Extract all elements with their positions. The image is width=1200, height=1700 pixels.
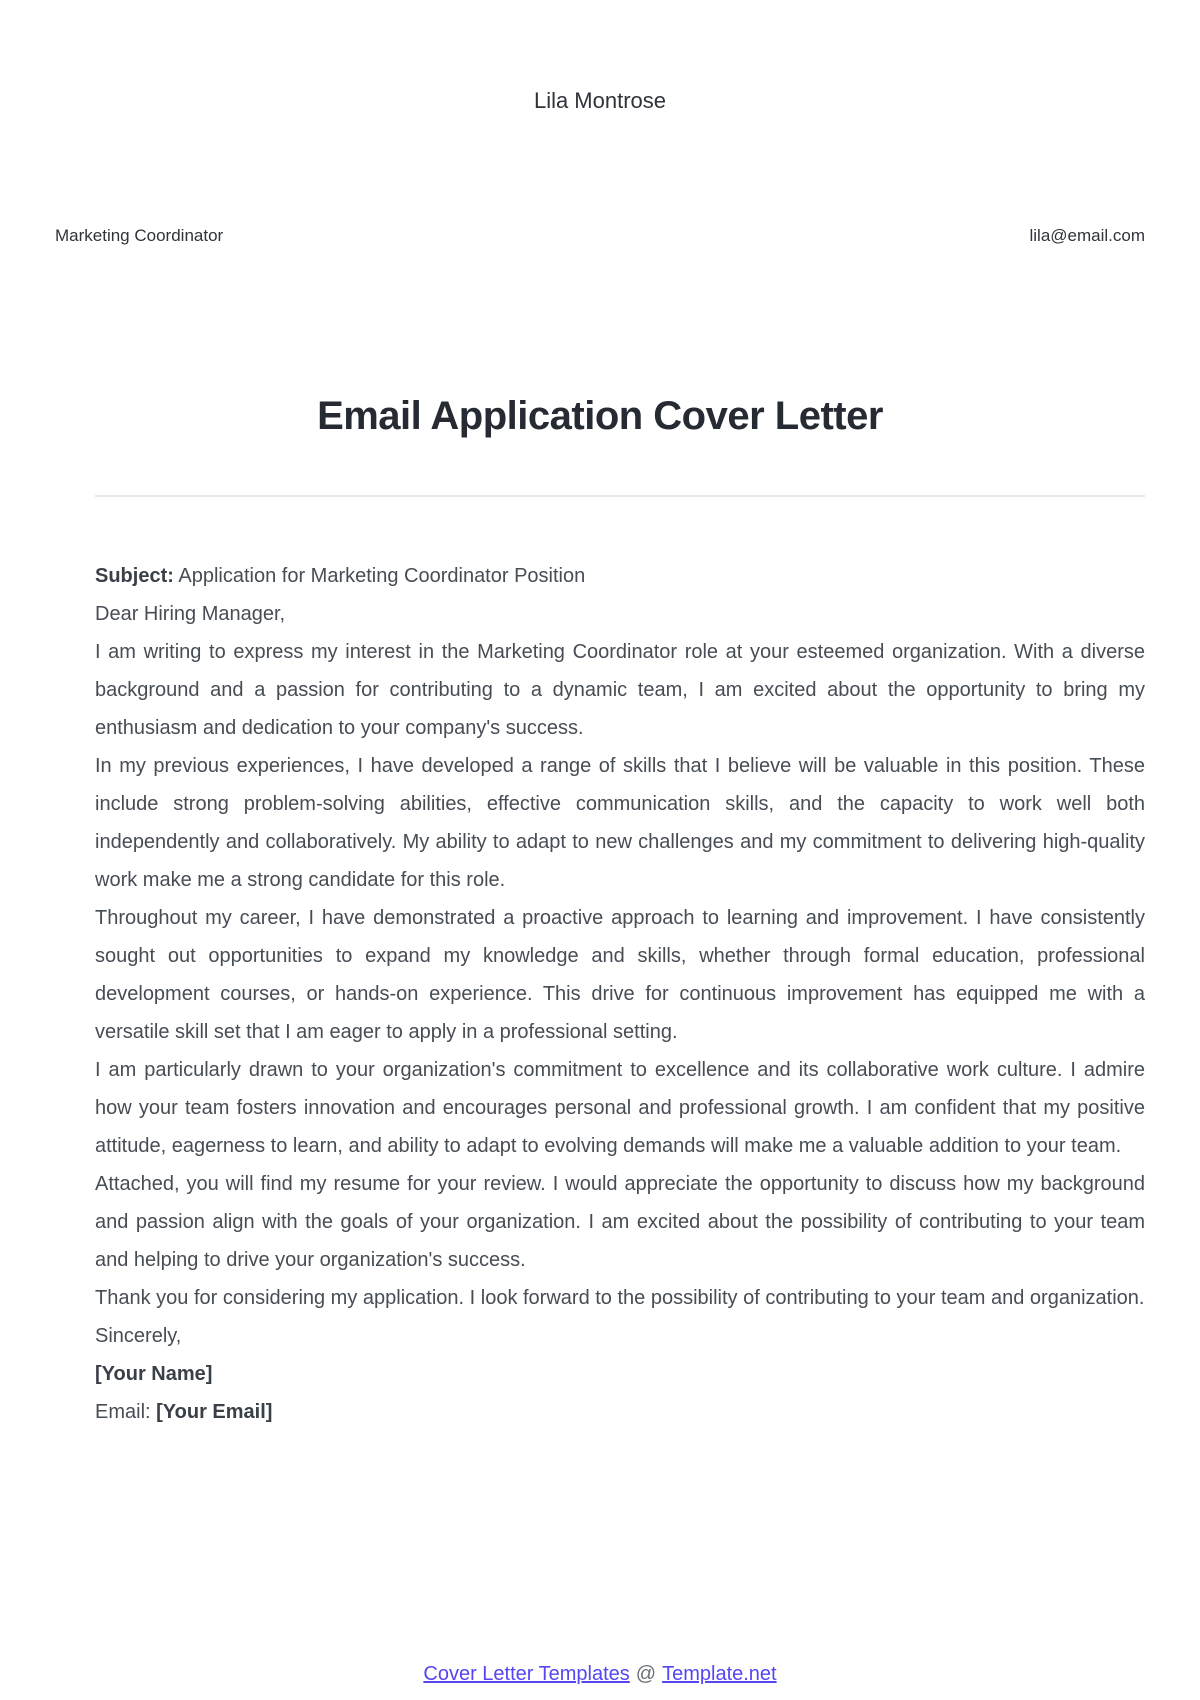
template-net-link[interactable]: Template.net (662, 1663, 777, 1685)
sender-email: lila@email.com (1029, 226, 1145, 245)
header-row (0, 226, 1200, 246)
subject-line (95, 557, 1145, 595)
letter-paragraph: In my previous experiences, I have developed a range of skills that I believe will be valuable in this position. These include strong problem-solving abilities, effective communication skills, and the capacity to work well both independently and collaboratively. My ability to adapt to new challenges and my commitment to delivering high-quality work make me a strong candidate for this role. (95, 755, 1145, 891)
cover-letter-templates-link[interactable]: Cover Letter Templates (423, 1663, 630, 1685)
signature-name-placeholder: [Your Name] (95, 1363, 213, 1385)
footer-separator: @ (635, 1663, 657, 1685)
sender-name: Lila Montrose (533, 88, 667, 113)
title-divider (95, 495, 1145, 497)
subject-text: Application for Marketing Coordinator Position (173, 565, 586, 587)
salutation: Dear Hiring Manager, (95, 603, 286, 625)
closing: Sincerely, (95, 1325, 182, 1347)
sender-role: Marketing Coordinator (55, 226, 224, 245)
letter-paragraph: Thank you for considering my application. I look forward to the possibility of contributing to your team and organization. (95, 1287, 1145, 1309)
email-label: Email: (95, 1401, 157, 1423)
page-footer (0, 1663, 1200, 1686)
letter-paragraph: I am particularly drawn to your organization's commitment to excellence and its collaborative work culture. I admire how your team fosters innovation and encourages personal and professional growth. I am confident that my positive attitude, eagerness to learn, and ability to adapt to evolving demands will make me a valuable addition to your team. (95, 1059, 1145, 1157)
letter-paragraph: Throughout my career, I have demonstrated a proactive approach to learning and improvement. I have consistently sought out opportunities to expand my knowledge and skills, whether through formal education, professional development courses, or hands-on experience. This drive for continuous improvement has equipped me with a versatile skill set that I am eager to apply in a professional setting. (95, 907, 1145, 1043)
letter-paragraph: I am writing to express my interest in the Marketing Coordinator role at your esteemed organization. With a diverse background and a passion for contributing to a dynamic team, I am excited about the opportunity to bring my enthusiasm and dedication to your company's success. (95, 641, 1145, 739)
letter-paragraph: Attached, you will find my resume for your review. I would appreciate the opportunity to discuss how my background and passion align with the goals of your organization. I am excited about the possibility of contributing to your team and helping to drive your organization's success. (95, 1173, 1145, 1271)
email-placeholder: [Your Email] (156, 1401, 273, 1423)
email-line (95, 1393, 1145, 1431)
letter-body (95, 557, 1145, 1431)
subject-label: Subject: (95, 565, 174, 587)
page-title: Email Application Cover Letter (317, 394, 883, 438)
